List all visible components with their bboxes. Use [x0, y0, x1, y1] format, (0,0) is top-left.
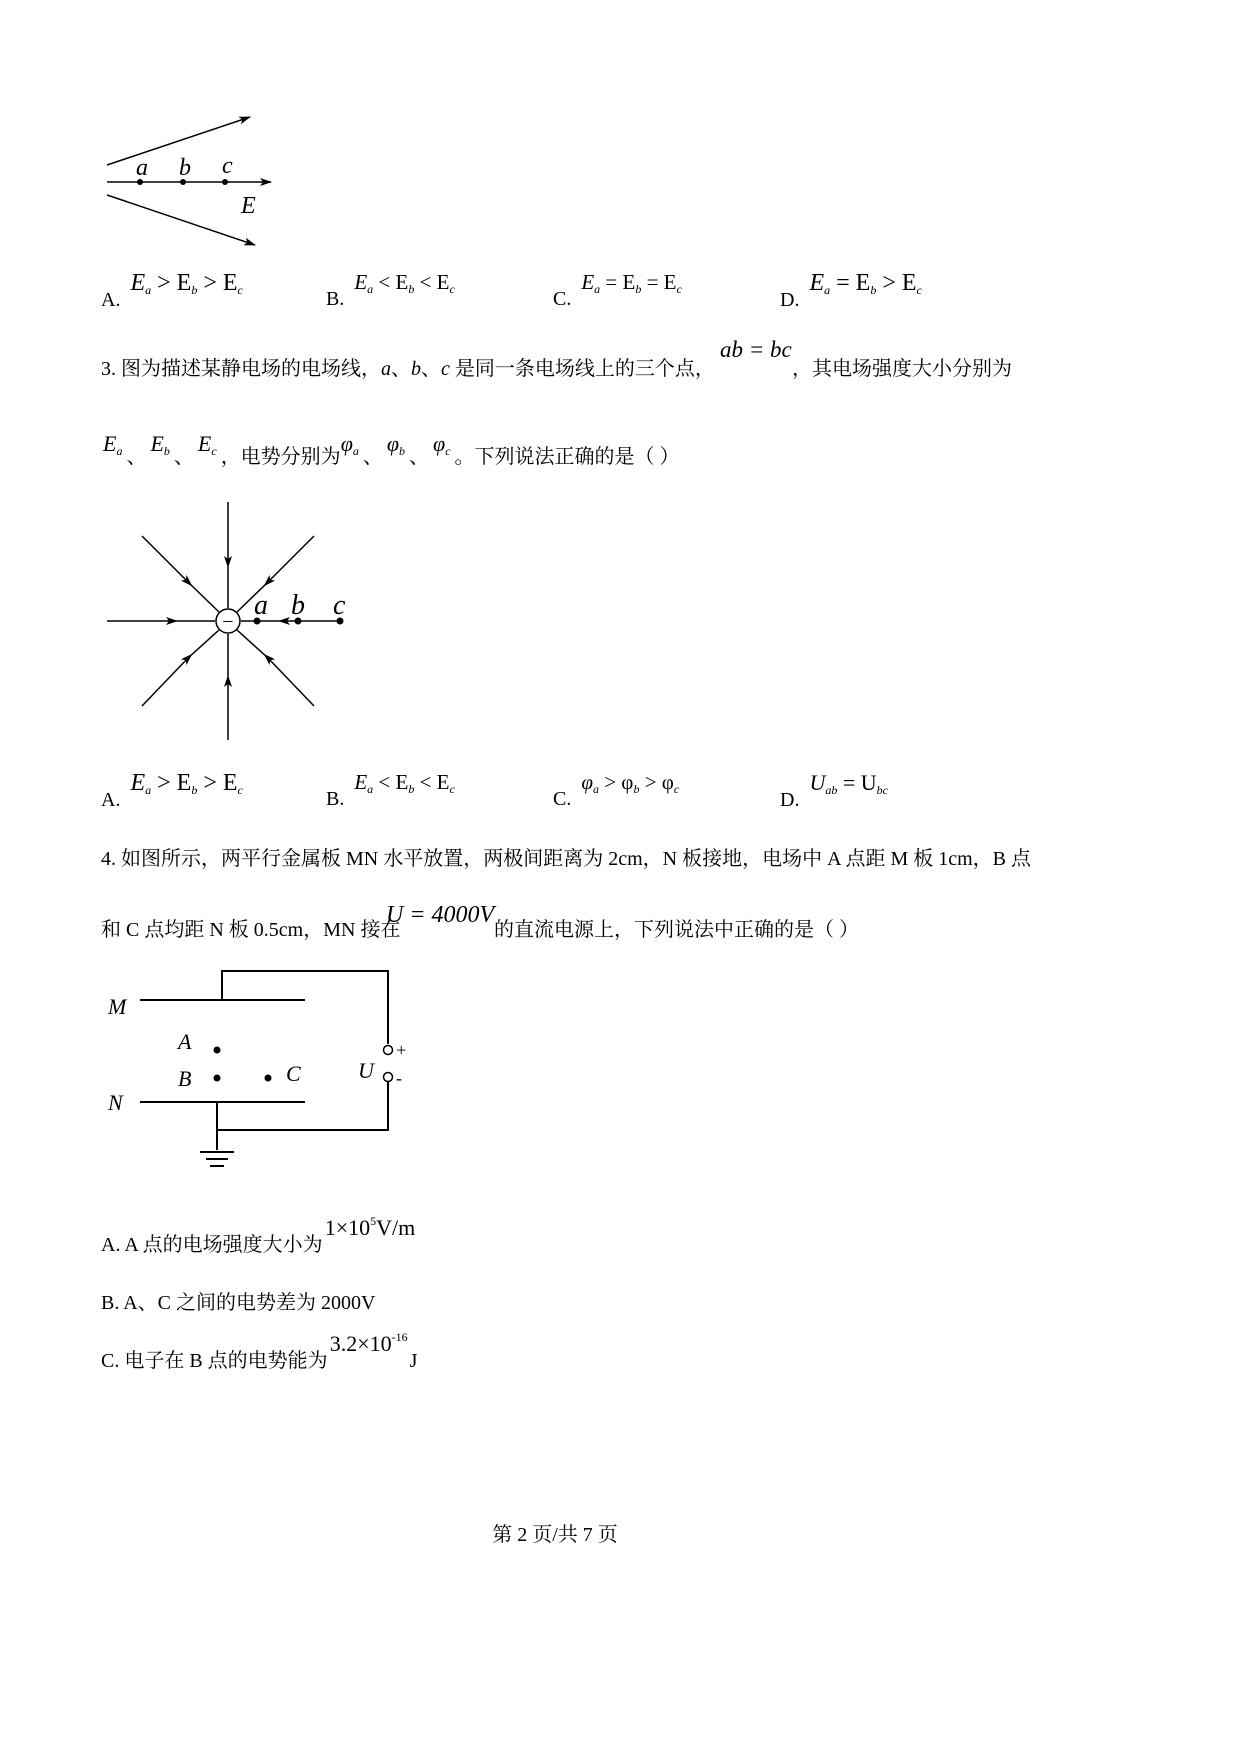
option-formula: $E_a > E_b > E_c$	[130, 270, 243, 297]
page-footer: 第 2 页/共 7 页	[492, 1524, 618, 1546]
q3-option-d[interactable]	[780, 770, 888, 811]
field-line-upper-left	[142, 536, 219, 612]
option-formula: $U_{ab} = U_{bc}$	[809, 770, 888, 797]
point-B	[214, 1075, 221, 1082]
q4-math-U: U = 4000V	[386, 902, 495, 928]
point-A	[214, 1047, 221, 1054]
q3-charge-figure	[100, 500, 360, 750]
option-letter: C.	[553, 788, 572, 810]
q4-option-a[interactable]	[101, 1212, 416, 1256]
q3-option-c[interactable]	[553, 770, 680, 810]
q4-stem-line1: 4. 如图所示，两平行金属板 MN 水平放置，两极间距离为 2cm，N 板接地，电场中 A 点距 M 板 1cm，B 点	[101, 848, 1031, 870]
option-formula: $\varphi_a > \varphi_b > \varphi_c$	[581, 770, 680, 796]
option-formula: $3.2\times 10^{-16}$	[329, 1330, 408, 1356]
q2-option-a[interactable]	[101, 270, 243, 311]
point-C	[265, 1075, 272, 1082]
option-formula: $E_a = E_b = E_c$	[581, 270, 682, 296]
label-N: N	[108, 1090, 123, 1115]
q4-stem-line2: 和 C 点均距 N 板 0.5cm，MN 接在	[101, 919, 401, 941]
option-letter: C.	[553, 288, 572, 310]
q2-option-b[interactable]	[326, 270, 455, 310]
option-letter: A.	[101, 289, 121, 311]
label-minus: -	[396, 1068, 402, 1088]
q3-option-a[interactable]	[101, 770, 243, 811]
option-formula: $E_a = E_b > E_c$	[809, 270, 922, 297]
q4-capacitor-figure	[100, 960, 420, 1180]
label-M: M	[108, 994, 127, 1019]
label-A: A	[178, 1029, 192, 1054]
q3-math-ab-bc: ab = bc	[720, 337, 792, 362]
label-E: E	[241, 193, 256, 219]
option-formula: $E_a < E_b < E_c$	[354, 270, 455, 296]
q4-option-b[interactable]: B. A、C 之间的电势差为 2000V	[101, 1292, 376, 1314]
label-b: b	[291, 590, 305, 621]
label-c: c	[333, 590, 346, 621]
wire-bottom	[217, 1082, 388, 1130]
q4-option-c[interactable]: C. 电子在 B 点的电势能为$3.2\times 10^{-16}J$	[101, 1330, 418, 1372]
q2-field-figure	[100, 105, 300, 255]
option-formula: $E_a > E_b > E_c$	[130, 770, 243, 797]
q3-stem-line1-end: ，其电场强度大小分别为	[792, 358, 1012, 380]
field-line-bottom	[107, 195, 255, 245]
label-c: c	[222, 153, 233, 179]
option-letter: D.	[780, 789, 800, 811]
wire-top	[222, 971, 388, 1044]
option-formula: $E_a < E_b < E_c$	[354, 770, 455, 796]
q3-stem-line2: $E_a$ 、 $E_b$ 、 $E_c$ ，电势分别为$\varphi_a$ 、 $\varphi_b$ 、 $\varphi_c$ 。下列说法正确的是（ ）	[103, 431, 680, 468]
option-text: C. 电子在 B 点的电势能为	[101, 1350, 328, 1372]
label-plus: +	[395, 1040, 408, 1060]
terminal-negative	[384, 1073, 393, 1082]
point-c	[222, 179, 228, 185]
q3-stem-line1: 3. 图为描述某静电场的电场线，a、b、c 是同一条电场线上的三个点，	[101, 358, 715, 380]
option-text: A. A 点的电场强度大小为	[101, 1234, 323, 1256]
label-b: b	[179, 155, 191, 181]
field-line-lower-left	[142, 630, 219, 706]
label-C: C	[286, 1061, 301, 1086]
option-letter: D.	[780, 289, 800, 311]
charge-sign: −	[221, 611, 235, 633]
label-B: B	[178, 1066, 192, 1091]
label-U: U	[358, 1058, 374, 1083]
q2-option-c[interactable]	[553, 270, 682, 310]
option-letter: B.	[326, 288, 345, 310]
q4-stem-line2-end: 的直流电源上，下列说法中正确的是（ ）	[494, 919, 859, 941]
field-line-lower-right	[237, 630, 314, 706]
option-letter: B.	[326, 788, 345, 810]
q2-option-d[interactable]	[780, 270, 922, 311]
q3-option-b[interactable]	[326, 770, 455, 810]
label-a: a	[136, 155, 148, 181]
terminal-positive	[384, 1046, 393, 1055]
label-a: a	[254, 590, 268, 621]
option-letter: A.	[101, 789, 121, 811]
option-formula: $1\times 10^5V/m$	[324, 1214, 416, 1240]
